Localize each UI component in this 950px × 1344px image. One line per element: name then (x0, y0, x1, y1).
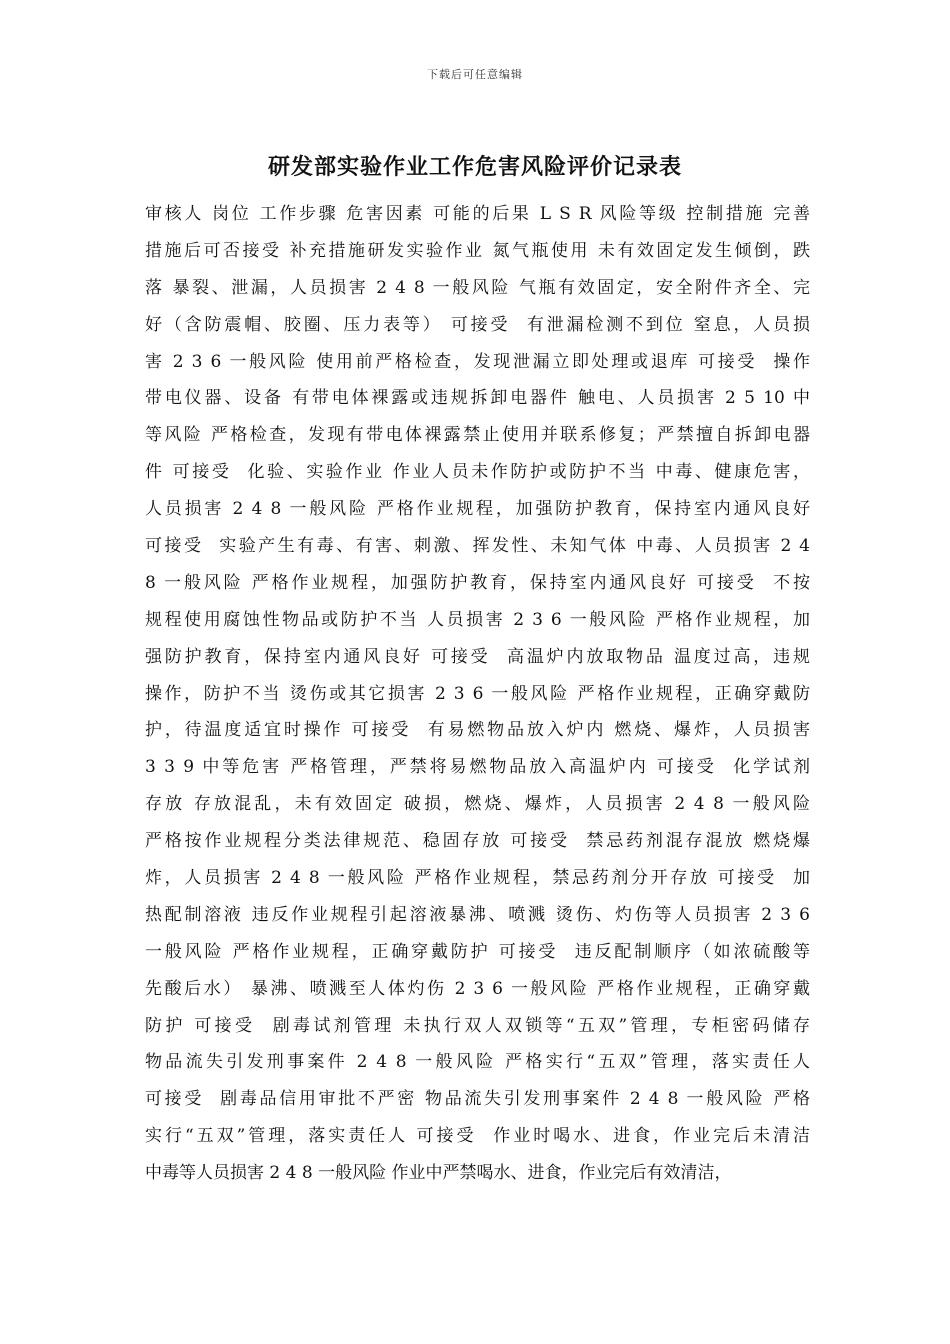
body-line: 等风险 严格检查，发现有带电体裸露禁止使用并联系修复；严禁擅自拆卸电器 (145, 425, 810, 446)
body-line: 严格按作业规程分类法律规范、稳固存放 可接受 禁忌药剂混存混放 燃烧爆 (145, 831, 810, 852)
body-line: 好（含防震帽、胶圈、压力表等） 可接受 有泄漏检测不到位 窒息，人员损 (145, 314, 810, 335)
body-line: 先酸后水） 暴沸、喷溅至人体灼伤 2 3 6 一般风险 严格作业规程，正确穿戴 (145, 978, 810, 999)
body-line: 热配制溶液 违反作业规程引起溶液暴沸、喷溅 烫伤、灼伤等人员损害 2 3 6 (145, 904, 810, 925)
body-line: 一般风险 严格作业规程，正确穿戴防护 可接受 违反配制顺序（如浓硫酸等 (145, 941, 810, 962)
body-line: 存放 存放混乱，未有效固定 破损，燃烧、爆炸，人员损害 2 4 8 一般风险 (145, 794, 810, 815)
body-line: 强防护教育，保持室内通风良好 可接受 高温炉内放取物品 温度过高，违规 (145, 646, 810, 667)
body-line: 实行“五双”管理，落实责任人 可接受 作业时喝水、进食，作业完后未清洁 (145, 1126, 810, 1147)
body-line: 护，待温度适宜时操作 可接受 有易燃物品放入炉内 燃烧、爆炸，人员损害 (145, 720, 810, 741)
body-line: 可接受 剧毒品信用审批不严密 物品流失引发刑事案件 2 4 8 一般风险 严格 (145, 1089, 810, 1110)
body-line: 物品流失引发刑事案件 2 4 8 一般风险 严格实行“五双”管理，落实责任人 (145, 1052, 810, 1073)
header-note: 下载后可任意编辑 (427, 68, 523, 81)
body-line: 可接受 实验产生有毒、有害、刺激、挥发性、未知气体 中毒、人员损害 2 4 (145, 536, 810, 557)
body-line: 操作，防护不当 烫伤或其它损害 2 3 6 一般风险 严格作业规程，正确穿戴防 (145, 683, 810, 704)
body-line: 3 3 9 中等危害 严格管理，严禁将易燃物品放入高温炉内 可接受 化学试剂 (145, 757, 810, 778)
document-body (145, 196, 810, 1192)
document-title: 研发部实验作业工作危害风险评价记录表 (267, 154, 682, 180)
body-line: 落 暴裂、泄漏，人员损害 2 4 8 一般风险 气瓶有效固定，安全附件齐全、完 (145, 277, 810, 298)
body-line: 害 2 3 6 一般风险 使用前严格检查，发现泄漏立即处理或退库 可接受 操作 (145, 351, 810, 372)
body-line: 防护 可接受 剧毒试剂管理 未执行双人双锁等“五双”管理，专柜密码储存 (145, 1015, 810, 1036)
body-line: 中毒等人员损害 2 4 8 一般风险 作业中严禁喝水、进食，作业完后有效清洁， (145, 1163, 732, 1184)
body-line: 件 可接受 化验、实验作业 作业人员未作防护或防护不当 中毒、健康危害， (145, 462, 810, 483)
body-line: 措施后可否接受 补充措施研发实验作业 氮气瓶使用 未有效固定发生倾倒，跌 (145, 240, 810, 261)
body-line: 审核人 岗位 工作步骤 危害因素 可能的后果 L S R 风险等级 控制措施 完善 (145, 204, 810, 224)
body-line: 带电仪器、设备 有带电体裸露或违规拆卸电器件 触电、人员损害 2 5 10 中 (145, 388, 810, 409)
body-line: 炸，人员损害 2 4 8 一般风险 严格作业规程，禁忌药剂分开存放 可接受 加 (145, 868, 810, 889)
body-line: 规程使用腐蚀性物品或防护不当 人员损害 2 3 6 一般风险 严格作业规程，加 (145, 609, 810, 630)
body-line: 人员损害 2 4 8 一般风险 严格作业规程，加强防护教育，保持室内通风良好 (145, 499, 810, 520)
body-line: 8 一般风险 严格作业规程，加强防护教育，保持室内通风良好 可接受 不按 (145, 572, 810, 593)
